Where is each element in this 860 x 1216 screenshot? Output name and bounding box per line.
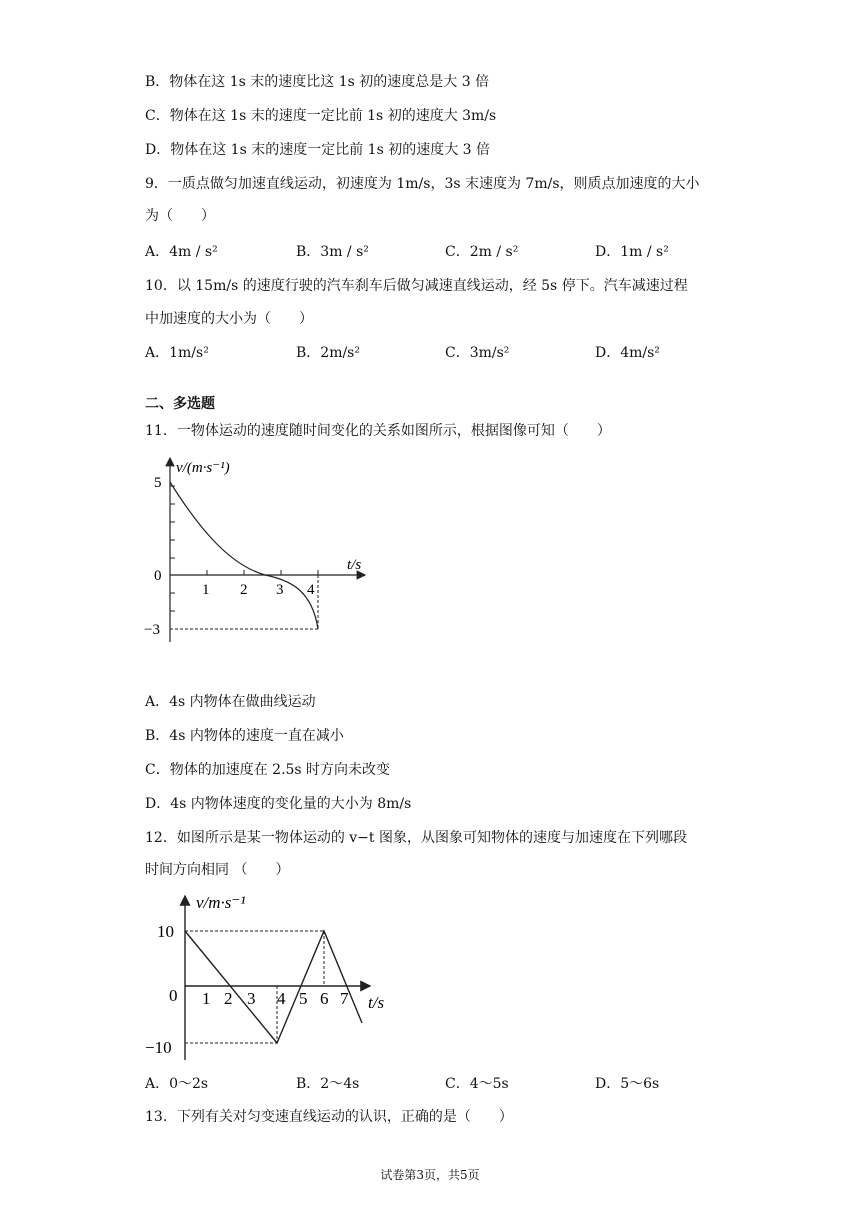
graph2-xtick-2: 2 [224, 989, 233, 1008]
graph1-ytick-5: 5 [154, 475, 162, 491]
graph2-vt-lines [140, 888, 400, 1068]
graph1-ytick-neg3: −3 [144, 622, 160, 638]
graph1-ytick-0: 0 [154, 568, 162, 584]
q12-option-b: B．2～4s [296, 1076, 360, 1092]
graph2-xtick-6: 6 [320, 989, 329, 1008]
q12-stem-line2: 时间方向相同 （ ） [145, 862, 290, 878]
q10-option-b: B．2m/s² [296, 345, 360, 361]
q10-stem-line1: 10．以 15m/s 的速度行驶的汽车刹车后做匀减速直线运动，经 5s 停下。汽车减速过程 [145, 278, 688, 294]
q12-option-c: C．4～5s [445, 1076, 509, 1092]
q11-option-b: B．4s 内物体的速度一直在减小 [145, 728, 344, 744]
graph2-ylabel: v/m·s⁻¹ [196, 893, 246, 912]
graph2-ytick-neg10: −10 [145, 1038, 172, 1057]
graph2-xtick-1: 1 [202, 989, 211, 1008]
graph2-ytick-0: 0 [169, 986, 178, 1005]
q9-stem-line2: 为（ ） [145, 208, 215, 224]
graph2-xtick-7: 7 [340, 989, 349, 1008]
graph1-xtick-1: 1 [202, 582, 210, 598]
q10-stem-line2: 中加速度的大小为（ ） [145, 311, 313, 327]
graph1-vt-curve [140, 450, 380, 650]
q8-option-c: C．物体在这 1s 末的速度一定比前 1s 初的速度大 3m/s [145, 108, 497, 124]
q13-stem: 13．下列有关对匀变速直线运动的认识，正确的是（ ） [145, 1109, 513, 1125]
graph2-ytick-10: 10 [157, 922, 174, 941]
graph2-xtick-4: 4 [277, 989, 286, 1008]
q12-option-a: A．0～2s [145, 1076, 209, 1092]
graph1-xtick-2: 2 [240, 582, 248, 598]
q12-option-d: D．5～6s [595, 1076, 660, 1092]
q10-option-d: D．4m/s² [595, 345, 660, 361]
q11-option-c: C．物体的加速度在 2.5s 时方向未改变 [145, 762, 391, 778]
section-heading: 二、多选题 [145, 396, 215, 412]
q9-stem-line1: 9．一质点做匀加速直线运动，初速度为 1m/s，3s 末速度为 7m/s，则质点加速度的大小 [145, 176, 700, 192]
graph1-xtick-4: 4 [307, 582, 315, 598]
graph2-xtick-5: 5 [299, 989, 308, 1008]
page-footer: 试卷第3页，共5页 [380, 1168, 480, 1182]
graph2-xtick-3: 3 [247, 989, 256, 1008]
graph1-ylabel: v/(m·s⁻¹) [176, 460, 230, 476]
q12-stem-line1: 12．如图所示是某一物体运动的 v−t 图象，从图象可知物体的速度与加速度在下列哪段 [145, 830, 687, 846]
graph1-xlabel: t/s [347, 557, 362, 573]
q9-option-c: C．2m / s² [445, 244, 519, 260]
q11-option-d: D．4s 内物体速度的变化量的大小为 8m/s [145, 796, 412, 812]
q10-option-a: A．1m/s² [145, 345, 209, 361]
graph2-xlabel: t/s [368, 993, 385, 1012]
q9-option-b: B．3m / s² [296, 244, 369, 260]
graph1-xtick-3: 3 [276, 582, 284, 598]
q9-option-a: A．4m / s² [145, 244, 218, 260]
q9-option-d: D．1m / s² [595, 244, 669, 260]
q11-stem: 11．一物体运动的速度随时间变化的关系如图所示，根据图像可知（ ） [145, 423, 611, 439]
q11-option-a: A．4s 内物体在做曲线运动 [145, 694, 316, 710]
q10-option-c: C．3m/s² [445, 345, 510, 361]
q8-option-b: B．物体在这 1s 末的速度比这 1s 初的速度总是大 3 倍 [145, 74, 490, 90]
q8-option-d: D．物体在这 1s 末的速度一定比前 1s 初的速度大 3 倍 [145, 142, 491, 158]
